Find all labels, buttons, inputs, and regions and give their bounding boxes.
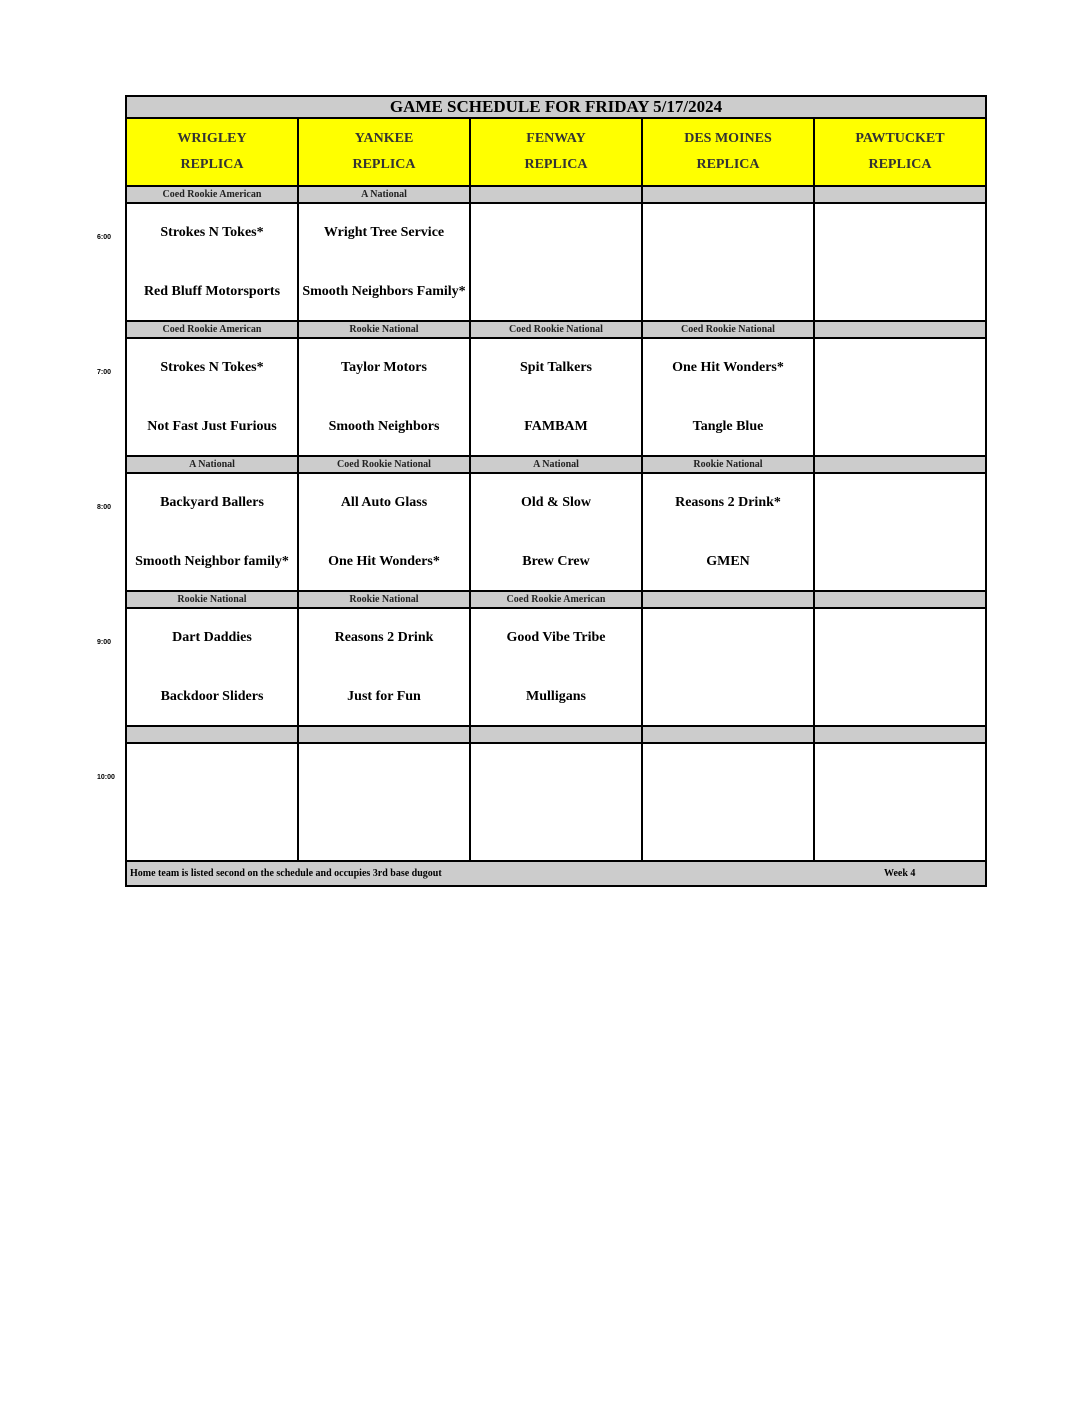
venue-sub: REPLICA	[524, 157, 588, 172]
division-label: Rookie National	[643, 457, 815, 472]
division-row	[125, 457, 987, 474]
game-cell	[815, 339, 985, 455]
game-cell	[299, 339, 471, 455]
venue-sub: REPLICA	[696, 157, 760, 172]
venue-header	[643, 119, 815, 185]
games-row	[125, 744, 987, 862]
time-slot	[97, 322, 987, 457]
away-team: All Auto Glass	[340, 495, 428, 510]
slot-time: 8:00	[97, 504, 112, 511]
division-label	[643, 187, 815, 202]
venue-name: DES MOINES	[684, 131, 772, 146]
venue-sub: REPLICA	[868, 157, 932, 172]
division-label: Coed Rookie American	[127, 187, 299, 202]
division-label: Rookie National	[299, 322, 471, 337]
division-label	[815, 592, 985, 607]
game-cell	[471, 339, 643, 455]
home-team: Red Bluff Motorsports	[143, 284, 281, 299]
game-cell	[643, 744, 815, 860]
slot-time: 9:00	[97, 639, 112, 646]
division-label	[815, 187, 985, 202]
division-row	[125, 592, 987, 609]
game-cell	[127, 339, 299, 455]
home-team: Smooth Neighbors	[328, 419, 440, 434]
division-label: Coed Rookie American	[471, 592, 643, 607]
slot-time: 10:00	[97, 774, 115, 781]
division-label	[127, 727, 299, 742]
game-cell	[643, 339, 815, 455]
games-row	[125, 609, 987, 727]
division-label: Rookie National	[127, 592, 299, 607]
game-cell	[127, 204, 299, 320]
division-row	[125, 727, 987, 744]
venue-header	[815, 119, 985, 185]
division-label	[299, 727, 471, 742]
game-cell	[299, 474, 471, 590]
venue-header	[127, 119, 299, 185]
games-row	[125, 474, 987, 592]
away-team: One Hit Wonders*	[672, 360, 784, 375]
game-cell	[299, 204, 471, 320]
away-team: Strokes N Tokes*	[160, 225, 264, 240]
away-team: Reasons 2 Drink	[334, 630, 434, 645]
home-team: Just for Fun	[347, 689, 421, 704]
time-slot	[97, 592, 987, 727]
away-team: Strokes N Tokes*	[160, 360, 264, 375]
home-team: Backdoor Sliders	[160, 689, 264, 704]
away-team: Taylor Motors	[341, 360, 427, 375]
game-cell	[815, 609, 985, 725]
week-label: Week 4	[884, 868, 916, 879]
away-team: Dart Daddies	[172, 630, 252, 645]
schedule-footer	[125, 862, 987, 887]
division-label	[643, 727, 815, 742]
away-team: Old & Slow	[520, 495, 591, 510]
home-team: Mulligans	[526, 689, 586, 704]
division-label: Coed Rookie National	[299, 457, 471, 472]
game-cell	[299, 744, 471, 860]
slot-time: 7:00	[97, 369, 112, 376]
home-team: Brew Crew	[522, 554, 590, 569]
home-team: FAMBAM	[524, 419, 588, 434]
away-team: Reasons 2 Drink*	[675, 495, 781, 510]
game-cell	[299, 609, 471, 725]
division-row	[125, 187, 987, 204]
schedule-sheet	[97, 95, 987, 887]
venue-name: WRIGLEY	[177, 131, 247, 146]
division-label	[471, 727, 643, 742]
venue-name: YANKEE	[354, 131, 414, 146]
away-team: Wright Tree Service	[323, 225, 445, 240]
home-team: Tangle Blue	[692, 419, 764, 434]
home-team: Not Fast Just Furious	[147, 419, 277, 434]
venue-name: FENWAY	[526, 131, 586, 146]
game-cell	[471, 474, 643, 590]
game-cell	[471, 609, 643, 725]
division-label: Coed Rookie National	[471, 322, 643, 337]
game-cell	[127, 744, 299, 860]
game-cell	[643, 204, 815, 320]
division-label: Coed Rookie National	[643, 322, 815, 337]
division-label: A National	[471, 457, 643, 472]
time-slot	[97, 457, 987, 592]
game-cell	[643, 474, 815, 590]
division-label	[815, 727, 985, 742]
division-label: Coed Rookie American	[127, 322, 299, 337]
games-row	[125, 204, 987, 322]
away-team: Backyard Ballers	[160, 495, 264, 510]
division-label	[815, 457, 985, 472]
venue-header-row	[125, 119, 987, 187]
time-slots	[97, 187, 987, 862]
slot-time: 6:00	[97, 234, 112, 241]
home-team: Smooth Neighbors Family*	[302, 284, 466, 299]
games-row	[125, 339, 987, 457]
division-row	[125, 322, 987, 339]
home-team: GMEN	[706, 554, 750, 569]
division-label: A National	[127, 457, 299, 472]
division-label: A National	[299, 187, 471, 202]
venue-header	[299, 119, 471, 185]
home-team: One Hit Wonders*	[328, 554, 440, 569]
venue-header	[471, 119, 643, 185]
division-label	[815, 322, 985, 337]
game-cell	[815, 744, 985, 860]
away-team: Spit Talkers	[520, 360, 592, 375]
division-label	[471, 187, 643, 202]
game-cell	[643, 609, 815, 725]
game-cell	[471, 744, 643, 860]
venue-name: PAWTUCKET	[855, 131, 945, 146]
division-label	[643, 592, 815, 607]
schedule-title: GAME SCHEDULE FOR FRIDAY 5/17/2024	[125, 95, 987, 119]
time-slot	[97, 727, 987, 862]
home-team: Smooth Neighbor family*	[135, 554, 289, 569]
game-cell	[127, 609, 299, 725]
footer-note: Home team is listed second on the schedule and occupies 3rd base dugout	[130, 868, 442, 879]
game-cell	[127, 474, 299, 590]
time-slot	[97, 187, 987, 322]
venue-sub: REPLICA	[180, 157, 244, 172]
division-label: Rookie National	[299, 592, 471, 607]
game-cell	[815, 204, 985, 320]
game-cell	[471, 204, 643, 320]
venue-sub: REPLICA	[352, 157, 416, 172]
game-cell	[815, 474, 985, 590]
away-team: Good Vibe Tribe	[506, 630, 606, 645]
